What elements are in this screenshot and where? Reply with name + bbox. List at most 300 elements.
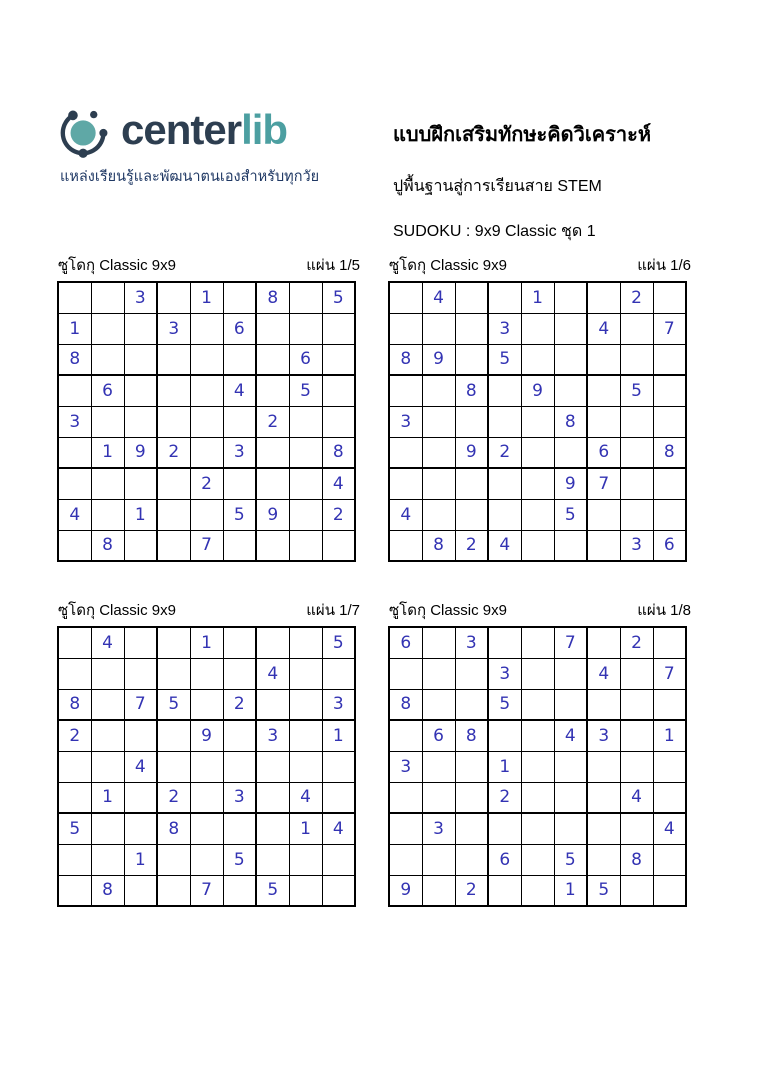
brand-wordmark-primary: center [121,106,242,153]
sudoku-cell [157,406,190,437]
sudoku-cell [587,375,620,406]
sudoku-cell [554,813,587,844]
sudoku-cell [157,627,190,658]
sudoku-cell: 7 [554,627,587,658]
sudoku-cell: 1 [124,499,157,530]
sudoku-cell [289,406,322,437]
sudoku-cell: 8 [422,530,455,561]
sudoku-cell [223,344,256,375]
sudoku-cell: 2 [620,282,653,313]
sudoku-cell: 4 [488,530,521,561]
sudoku-cell [58,875,91,906]
sudoku-cell: 2 [322,499,355,530]
page-title: แบบฝึกเสริมทักษะคิดวิเคราะห์ [393,124,652,146]
sudoku-cell [554,437,587,468]
sudoku-cell [190,499,223,530]
sudoku-cell: 5 [157,689,190,720]
sudoku-cell [521,499,554,530]
sudoku-cell [587,844,620,875]
sudoku-cell: 4 [322,813,355,844]
sudoku-cell [389,720,422,751]
sudoku-cell [289,844,322,875]
sudoku-cell: 9 [389,875,422,906]
sudoku-cell [653,406,686,437]
sudoku-cell [455,344,488,375]
sudoku-cell [58,782,91,813]
sudoku-cell: 2 [488,782,521,813]
sudoku-cell [58,530,91,561]
sudoku-cell: 3 [157,313,190,344]
sudoku-cell: 2 [190,468,223,499]
sudoku-cell [223,627,256,658]
sudoku-cell: 2 [223,689,256,720]
sudoku-cell [521,658,554,689]
title-block [393,118,723,244]
sudoku-cell [124,658,157,689]
sudoku-cell: 4 [289,782,322,813]
sudoku-cell: 6 [488,844,521,875]
sudoku-cell: 7 [587,468,620,499]
sudoku-cell [223,658,256,689]
sudoku-cell: 5 [223,499,256,530]
sudoku-cell [157,751,190,782]
sudoku-cell: 5 [620,375,653,406]
sudoku-cell: 8 [91,530,124,561]
sudoku-cell [91,813,124,844]
sudoku-cell: 7 [124,689,157,720]
sudoku-cell [620,658,653,689]
sudoku-cell [653,782,686,813]
puzzle-title: ซูโดกุ Classic 9x9 [58,602,176,619]
sudoku-cell: 1 [322,720,355,751]
sudoku-cell [455,751,488,782]
centerlib-logo-icon [57,103,115,161]
sudoku-cell: 1 [653,720,686,751]
sudoku-cell [190,751,223,782]
sudoku-cell [91,658,124,689]
sudoku-cell: 6 [587,437,620,468]
sudoku-cell [620,406,653,437]
sudoku-cell [190,844,223,875]
sudoku-cell [223,875,256,906]
sudoku-cell [322,782,355,813]
sheet-number: แผ่น 1/5 [306,257,360,274]
sudoku-cell [653,344,686,375]
sudoku-cell [322,751,355,782]
sudoku-cell [289,499,322,530]
sudoku-cell: 3 [58,406,91,437]
sudoku-cell [521,530,554,561]
sudoku-cell [256,751,289,782]
sudoku-cell: 6 [422,720,455,751]
sudoku-cell: 5 [587,875,620,906]
sudoku-cell [587,782,620,813]
sudoku-cell [223,406,256,437]
sudoku-cell [91,468,124,499]
sudoku-cell [124,406,157,437]
sudoku-cell [554,282,587,313]
sudoku-cell [455,406,488,437]
sudoku-cell [256,627,289,658]
sudoku-cell [587,282,620,313]
sudoku-cell [653,751,686,782]
sudoku-cell [91,751,124,782]
sudoku-cell [653,468,686,499]
sudoku-cell [488,468,521,499]
sudoku-cell: 4 [587,313,620,344]
sudoku-cell: 3 [124,282,157,313]
sudoku-cell [521,782,554,813]
sudoku-cell [190,313,223,344]
sudoku-cell [521,627,554,658]
sudoku-cell [422,627,455,658]
sudoku-cell [422,875,455,906]
sudoku-cell: 5 [488,344,521,375]
sudoku-cell [554,530,587,561]
sudoku-cell [455,282,488,313]
sudoku-cell [58,844,91,875]
sudoku-cell [620,468,653,499]
sudoku-cell [620,437,653,468]
sudoku-cell: 3 [322,689,355,720]
sudoku-cell [488,813,521,844]
sudoku-cell [223,751,256,782]
sudoku-cell: 4 [389,499,422,530]
sudoku-cell [223,530,256,561]
sudoku-cell [653,844,686,875]
sheet-number: แผ่น 1/7 [306,602,360,619]
sudoku-cell [124,875,157,906]
sudoku-cell [58,658,91,689]
sudoku-cell [157,375,190,406]
puzzle-header [57,598,361,622]
sudoku-cell [91,499,124,530]
sudoku-cell: 3 [223,782,256,813]
sudoku-cell: 3 [389,406,422,437]
sudoku-cell [554,689,587,720]
sudoku-cell: 4 [554,720,587,751]
sudoku-cell: 5 [554,499,587,530]
sudoku-cell [620,720,653,751]
sudoku-cell [91,406,124,437]
sudoku-cell [653,499,686,530]
sudoku-cell: 3 [389,751,422,782]
sudoku-cell: 6 [91,375,124,406]
sudoku-cell [91,844,124,875]
sudoku-cell: 1 [554,875,587,906]
sudoku-cell [389,658,422,689]
sudoku-cell: 9 [554,468,587,499]
sudoku-cell [157,875,190,906]
sudoku-cell: 3 [488,658,521,689]
sudoku-cell [521,751,554,782]
sudoku-cell: 2 [157,437,190,468]
sudoku-cell: 4 [91,627,124,658]
sudoku-cell [422,406,455,437]
sudoku-cell [289,720,322,751]
sudoku-cell [521,720,554,751]
sudoku-cell: 2 [488,437,521,468]
puzzle-title: ซูโดกุ Classic 9x9 [389,602,507,619]
sudoku-cell [620,689,653,720]
series-label: SUDOKU : 9x9 Classic ชุด 1 [393,223,596,240]
sudoku-cell [587,751,620,782]
sudoku-cell [455,658,488,689]
sudoku-cell [190,437,223,468]
sudoku-cell [289,689,322,720]
sudoku-cell [289,282,322,313]
sudoku-cell: 4 [653,813,686,844]
sudoku-cell [58,468,91,499]
sudoku-cell: 4 [322,468,355,499]
sudoku-cell [58,627,91,658]
sudoku-cell: 1 [190,282,223,313]
sudoku-cell [389,813,422,844]
sudoku-cell: 1 [289,813,322,844]
sudoku-cell [587,530,620,561]
sudoku-cell [587,406,620,437]
sudoku-cell [157,530,190,561]
sudoku-cell [521,875,554,906]
sudoku-cell [256,782,289,813]
sudoku-cell [256,530,289,561]
sudoku-cell: 5 [58,813,91,844]
sudoku-cell [488,627,521,658]
sudoku-cell [587,813,620,844]
sudoku-grid [388,281,687,562]
sudoku-cell: 7 [190,875,223,906]
sudoku-cell [256,375,289,406]
sudoku-cell: 3 [223,437,256,468]
sudoku-cell [488,875,521,906]
sudoku-cell [157,468,190,499]
brand-tagline: แหล่งเรียนรู้และพัฒนาตนเองสำหรับทุกวัย [60,169,320,185]
sudoku-cell: 1 [58,313,91,344]
sudoku-cell [124,344,157,375]
sudoku-cell [58,437,91,468]
sudoku-cell [653,875,686,906]
sudoku-cell [58,751,91,782]
sudoku-cell: 8 [58,689,91,720]
sudoku-cell [190,813,223,844]
sudoku-cell: 2 [455,530,488,561]
sudoku-cell: 3 [455,627,488,658]
logo-block [57,103,319,188]
sudoku-cell [422,375,455,406]
sudoku-grid [388,626,687,907]
sudoku-cell [157,282,190,313]
sudoku-cell [124,782,157,813]
sudoku-cell [190,406,223,437]
sudoku-cell [124,468,157,499]
sudoku-cell [455,844,488,875]
sudoku-cell [587,499,620,530]
sudoku-cell [389,782,422,813]
sudoku-cell: 1 [488,751,521,782]
sudoku-puzzle-2 [388,253,692,562]
sudoku-cell: 4 [256,658,289,689]
puzzle-title: ซูโดกุ Classic 9x9 [389,257,507,274]
sudoku-cell [223,720,256,751]
sudoku-cell [289,875,322,906]
sudoku-cell: 3 [587,720,620,751]
puzzle-header [57,253,361,277]
sheet-number: แผ่น 1/6 [637,257,691,274]
sudoku-cell [289,658,322,689]
sudoku-cell [620,751,653,782]
sudoku-cell [422,313,455,344]
sudoku-cell [620,344,653,375]
sudoku-cell [190,658,223,689]
sudoku-cell [256,813,289,844]
sudoku-cell [389,530,422,561]
sudoku-cell [455,499,488,530]
sudoku-cell [389,468,422,499]
sudoku-cell [256,313,289,344]
sudoku-cell: 6 [289,344,322,375]
sudoku-cell [289,468,322,499]
sudoku-cell [256,437,289,468]
sudoku-cell: 4 [587,658,620,689]
sudoku-cell: 8 [455,720,488,751]
sudoku-cell: 9 [190,720,223,751]
puzzle-header [388,253,692,277]
sudoku-cell [422,689,455,720]
sudoku-puzzle-4 [388,598,692,907]
sudoku-cell [488,720,521,751]
sudoku-cell: 8 [58,344,91,375]
sudoku-cell: 9 [124,437,157,468]
sudoku-cell [422,437,455,468]
brand-wordmark-secondary: lib [241,106,288,153]
sudoku-cell [653,689,686,720]
sudoku-grid [57,281,356,562]
sudoku-grid [57,626,356,907]
sudoku-cell: 7 [190,530,223,561]
sudoku-cell: 4 [223,375,256,406]
sudoku-cell [554,313,587,344]
sudoku-cell [620,875,653,906]
sudoku-cell [124,313,157,344]
sudoku-cell [554,658,587,689]
sudoku-cell [322,375,355,406]
sudoku-cell [554,375,587,406]
sudoku-cell [256,468,289,499]
sudoku-cell [521,313,554,344]
sudoku-cell [521,689,554,720]
sudoku-cell [389,844,422,875]
sudoku-cell [422,468,455,499]
sudoku-cell [620,313,653,344]
sudoku-cell [389,313,422,344]
sheet-number: แผ่น 1/8 [637,602,691,619]
sudoku-cell [322,658,355,689]
sudoku-cell [422,782,455,813]
sudoku-cell: 1 [91,782,124,813]
sudoku-cell: 1 [91,437,124,468]
sudoku-cell [455,689,488,720]
sudoku-cell [124,627,157,658]
sudoku-cell [521,406,554,437]
sudoku-cell: 1 [124,844,157,875]
sudoku-cell: 8 [91,875,124,906]
sudoku-cell: 8 [322,437,355,468]
sudoku-cell [223,282,256,313]
sudoku-cell [289,437,322,468]
sudoku-cell: 8 [389,689,422,720]
sudoku-cell [521,813,554,844]
sudoku-cell: 4 [124,751,157,782]
sudoku-cell: 8 [389,344,422,375]
sudoku-cell: 8 [620,844,653,875]
sudoku-cell: 4 [58,499,91,530]
sudoku-cell [91,689,124,720]
sudoku-cell [521,468,554,499]
sudoku-cell [322,530,355,561]
sudoku-cell: 9 [455,437,488,468]
sudoku-cell [190,344,223,375]
sudoku-cell [422,658,455,689]
sudoku-cell: 1 [521,282,554,313]
sudoku-cell: 3 [488,313,521,344]
sudoku-cell [389,375,422,406]
sudoku-cell: 8 [554,406,587,437]
sudoku-cell [322,875,355,906]
sudoku-puzzle-3 [57,598,361,907]
sudoku-cell [422,499,455,530]
sudoku-cell [322,406,355,437]
sudoku-cell: 8 [256,282,289,313]
sudoku-cell: 8 [653,437,686,468]
sudoku-cell [157,344,190,375]
sudoku-cell [124,375,157,406]
sudoku-cell [587,344,620,375]
sudoku-cell: 9 [521,375,554,406]
sudoku-cell [322,344,355,375]
sudoku-cell: 9 [256,499,289,530]
sudoku-cell: 1 [190,627,223,658]
sudoku-cell: 2 [58,720,91,751]
sudoku-cell [620,499,653,530]
sudoku-cell [289,751,322,782]
sudoku-cell: 8 [157,813,190,844]
sudoku-cell [190,375,223,406]
sudoku-cell [289,627,322,658]
sudoku-cell [554,782,587,813]
sudoku-cell [389,282,422,313]
sudoku-cell: 5 [554,844,587,875]
sudoku-cell [521,844,554,875]
sudoku-cell [91,313,124,344]
sudoku-cell [157,720,190,751]
sudoku-cell [488,499,521,530]
sudoku-cell [256,844,289,875]
sudoku-cell [488,282,521,313]
sudoku-cell [157,658,190,689]
puzzle-title: ซูโดกุ Classic 9x9 [58,257,176,274]
sudoku-cell [322,844,355,875]
sudoku-cell [455,468,488,499]
puzzle-header [388,598,692,622]
sudoku-cell: 2 [157,782,190,813]
sudoku-cell: 6 [223,313,256,344]
sudoku-cell [289,530,322,561]
sudoku-cell: 5 [322,627,355,658]
sudoku-cell [91,344,124,375]
sudoku-cell: 5 [223,844,256,875]
sudoku-cell: 8 [455,375,488,406]
sudoku-cell [521,437,554,468]
